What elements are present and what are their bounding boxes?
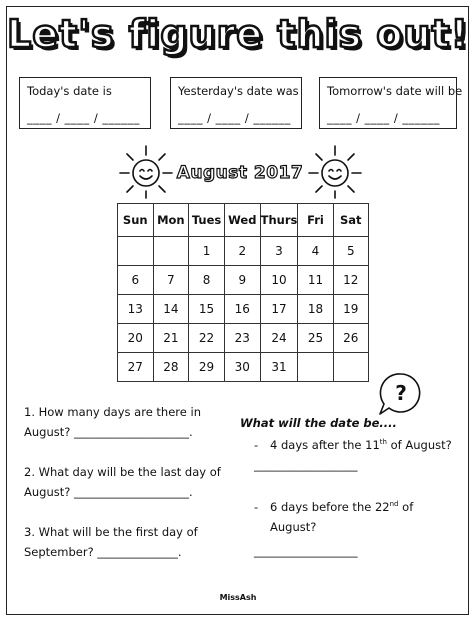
today-date-label: Today's date is xyxy=(27,84,112,98)
right-questions-heading: What will the date be.... xyxy=(240,416,397,430)
calendar-day: 24 xyxy=(260,324,298,353)
calendar-day: 26 xyxy=(333,324,368,353)
calendar-header-row xyxy=(118,204,369,237)
calendar-day: 3 xyxy=(260,237,298,266)
question-text: 2. What day will be the last day of xyxy=(24,465,221,479)
author-credit: MissAsh xyxy=(219,593,257,602)
calendar-day: 22 xyxy=(189,324,225,353)
calendar-day: 20 xyxy=(118,324,154,353)
today-date-box xyxy=(19,77,151,129)
calendar-grid xyxy=(117,203,369,382)
date-question-2 xyxy=(254,497,464,561)
day-header: Fri xyxy=(298,204,333,237)
calendar-day: 10 xyxy=(260,266,298,295)
calendar-day xyxy=(298,353,333,382)
yesterday-date-blank[interactable]: ____ / ____ / ______ xyxy=(178,111,291,125)
day-header: Sat xyxy=(333,204,368,237)
calendar-day: 8 xyxy=(189,266,225,295)
day-header: Tues xyxy=(189,204,225,237)
question-text: 3. What will be the first day of xyxy=(24,525,198,539)
calendar-day: 16 xyxy=(224,295,260,324)
calendar-day: 19 xyxy=(333,295,368,324)
calendar-day: 21 xyxy=(153,324,189,353)
calendar-day: 15 xyxy=(189,295,225,324)
question-text: - 4 days after the 11th of August? xyxy=(254,438,452,452)
calendar-day: 30 xyxy=(224,353,260,382)
calendar-day: 23 xyxy=(224,324,260,353)
calendar-week-row xyxy=(118,353,369,382)
question-3 xyxy=(24,522,234,562)
calendar-day: 27 xyxy=(118,353,154,382)
page-title: Let's figure this out! xyxy=(7,12,469,56)
day-header: Thurs xyxy=(260,204,298,237)
calendar-day: 2 xyxy=(224,237,260,266)
question-text: - 6 days before the 22nd of xyxy=(254,500,414,514)
day-header: Sun xyxy=(118,204,154,237)
today-date-blank[interactable]: ____ / ____ / ______ xyxy=(27,111,140,125)
calendar-day: 9 xyxy=(224,266,260,295)
tomorrow-date-label: Tomorrow's date will be xyxy=(327,84,463,98)
calendar-day: 29 xyxy=(189,353,225,382)
calendar-day: 31 xyxy=(260,353,298,382)
calendar-day: 14 xyxy=(153,295,189,324)
question-answer-line[interactable]: August? ____________________. xyxy=(24,485,193,499)
calendar-day: 5 xyxy=(333,237,368,266)
calendar-day: 18 xyxy=(298,295,333,324)
day-header: Wed xyxy=(224,204,260,237)
question-2 xyxy=(24,462,234,502)
day-header: Mon xyxy=(153,204,189,237)
calendar-day: 6 xyxy=(118,266,154,295)
calendar-day xyxy=(118,237,154,266)
question-answer-line[interactable]: August? ____________________. xyxy=(24,425,193,439)
question-answer-line[interactable]: __________________ xyxy=(254,458,358,472)
question-text: 1. How many days are there in xyxy=(24,405,201,419)
calendar-week-row xyxy=(118,324,369,353)
yesterday-date-label: Yesterday's date was xyxy=(178,84,299,98)
calendar-day: 11 xyxy=(298,266,333,295)
question-answer-line[interactable]: September? ______________. xyxy=(24,545,182,559)
calendar-day: 7 xyxy=(153,266,189,295)
calendar-day: 17 xyxy=(260,295,298,324)
question-bubble-icon xyxy=(376,370,426,420)
calendar-day: 25 xyxy=(298,324,333,353)
calendar-week-row xyxy=(118,295,369,324)
question-1 xyxy=(24,402,234,442)
calendar-day xyxy=(333,353,368,382)
tomorrow-date-blank[interactable]: ____ / ____ / ______ xyxy=(327,111,440,125)
question-text-continued: August? xyxy=(270,520,317,534)
calendar-week-row xyxy=(118,266,369,295)
calendar-week-row xyxy=(118,237,369,266)
calendar-day: 28 xyxy=(153,353,189,382)
calendar-day: 4 xyxy=(298,237,333,266)
yesterday-date-box xyxy=(170,77,302,129)
tomorrow-date-box xyxy=(319,77,463,129)
date-question-1 xyxy=(254,435,464,475)
calendar-day: 12 xyxy=(333,266,368,295)
question-answer-line[interactable]: __________________ xyxy=(254,544,358,558)
bubble-question-mark: ? xyxy=(395,381,407,405)
calendar-day: 1 xyxy=(189,237,225,266)
calendar-title: August 2017 xyxy=(176,163,304,183)
calendar-day: 13 xyxy=(118,295,154,324)
calendar-day xyxy=(153,237,189,266)
